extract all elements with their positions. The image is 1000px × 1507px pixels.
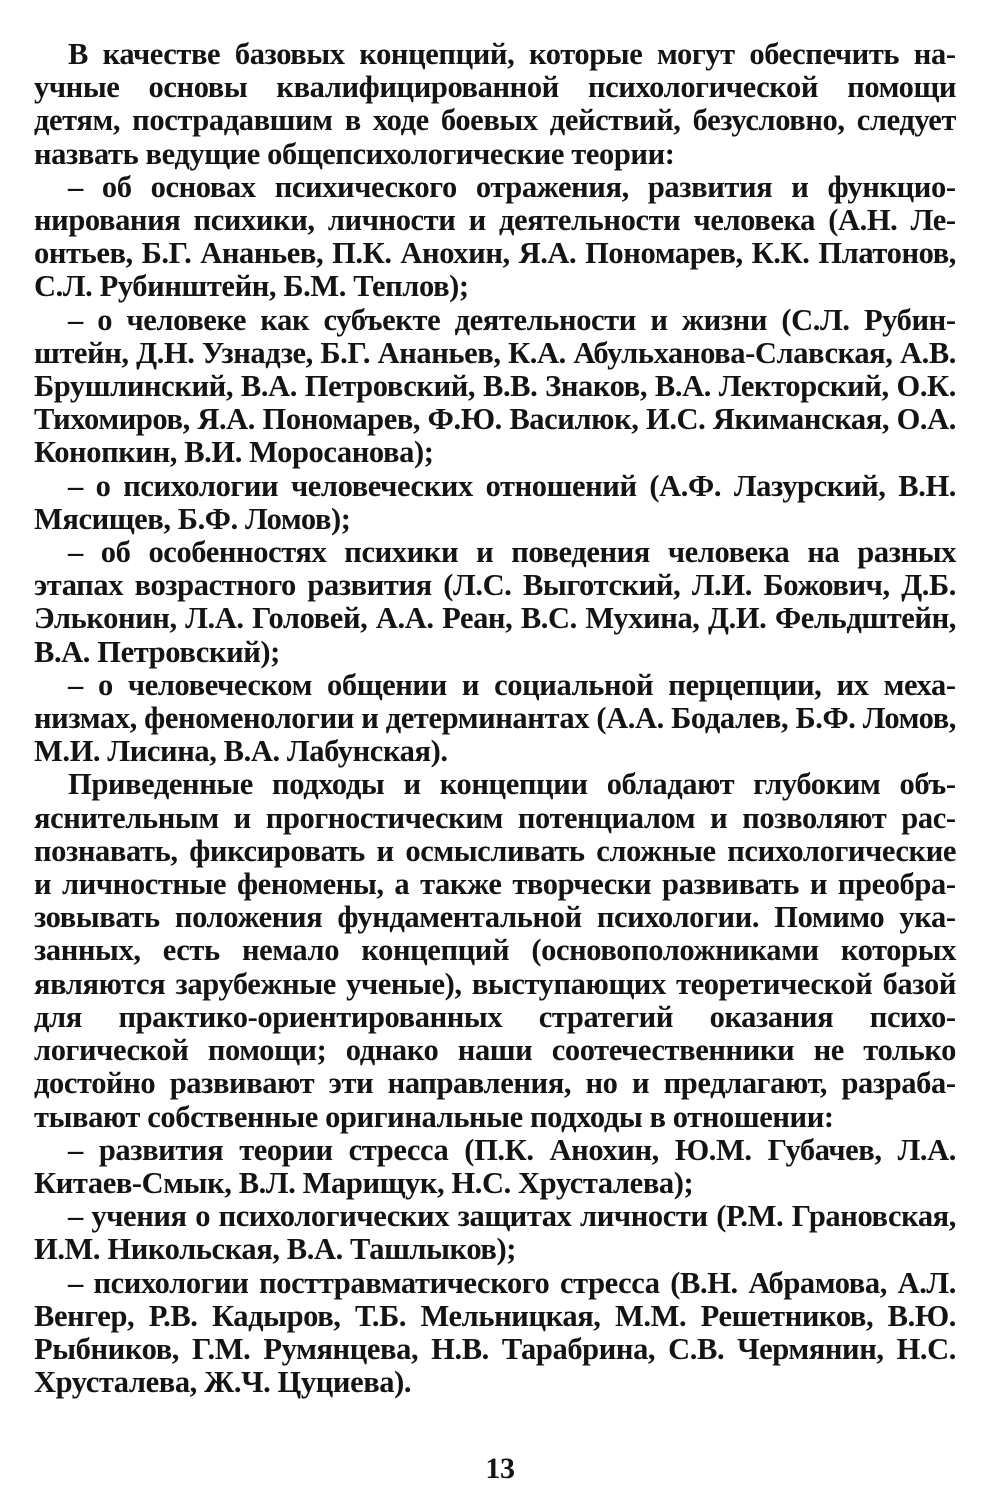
body-text xyxy=(34,38,956,1399)
paragraph-approaches: Приведенные подходы и концепции обладают глубоким объяснительным и прогностическим потенциалом и позволяют распознавать, фиксировать и осмысливать сложные психологические и личностные феномены, а также творчески развивать и преобразовывать положения фундаментальной психологии. Помимо указанных, есть немало концепций (основоположниками которых являются зарубежные ученые), выступающих теоретической базой для практико-ориентированных стратегий оказания психологической помощи; однако наши соотечественники не только достойно развивают эти направления, но и предлагают, разрабатывают собственные оригинальные подходы в отношении: xyxy=(34,767,956,1134)
paragraph-intro: В качестве базовых концепций, которые могут обеспечить научные основы квалифицированной психологической помощи детям, пострадавшим в ходе боевых действий, безусловно, следует назвать ведущие общепсихологические теории: xyxy=(34,37,956,171)
list-item-stress-theory: – развития теории стресса (П.К. Анохин, Ю.М. Губачев, Л.А. Китаев-Смык, В.Л. Марищук, Н.С. Хрусталева); xyxy=(34,1132,956,1200)
list-item-relations-theory: – о психологии человеческих отношений (А.Ф. Лазурский, В.Н. Мясищев, Б.Ф. Ломов); xyxy=(34,468,956,536)
list-item-ptsd-psychology: – психологии посттравматического стресса (В.Н. Абрамова, А.Л. Венгер, Р.В. Кадыров, Т.Б. Мельницкая, М.М. Решетников, В.Ю. Рыбников, Г.М. Румянцева, Н.В. Тарабрина, С.В. Чермянин, Н.С. Хрусталева, Ж.Ч. Цуциева). xyxy=(34,1265,956,1400)
list-item-age-development: – об особенностях психики и поведения человека на разных этапах возрастного развития (Л.С. Выготский, Л.И. Божович, Д.Б. Эльконин, Л.А. Головей, А.А. Реан, В.С. Мухина, Д.И. Фельдштейн, В.А. Петровский); xyxy=(34,535,956,669)
list-item-reflection-theory: – об основах психического отражения, развития и функционирования психики, личности и деятельности человека (А.Н. Леонтьев, Б.Г. Ананьев, П.К. Анохин, Я.А. Пономарев, К.К. Платонов, С.Л. Рубинштейн, Б.М. Теплов); xyxy=(34,169,956,304)
list-item-subject-theory: – о человеке как субъекте деятельности и жизни (С.Л. Рубинштейн, Д.Н. Узнадзе, Б.Г. Ананьев, К.А. Абульханова-Славская, А.В. Брушлинский, В.А. Петровский, В.В. Знаков, В.А. Лекторский, О.К. Тихомиров, Я.А. Пономарев, Ф.Ю. Василюк, И.С. Якиманская, О.А. Конопкин, В.И. Моросанова); xyxy=(34,302,956,470)
page-number: 13 xyxy=(485,1452,515,1485)
list-item-defense-mechanisms: – учения о психологических защитах личности (Р.М. Грановская, И.М. Никольская, В.А. Ташлыков); xyxy=(34,1199,956,1267)
list-item-communication: – о человеческом общении и социальной перцепции, их механизмах, феноменологии и детерминантах (А.А. Бодалев, Б.Ф. Ломов, М.И. Лисина, В.А. Лабунская). xyxy=(34,667,956,769)
